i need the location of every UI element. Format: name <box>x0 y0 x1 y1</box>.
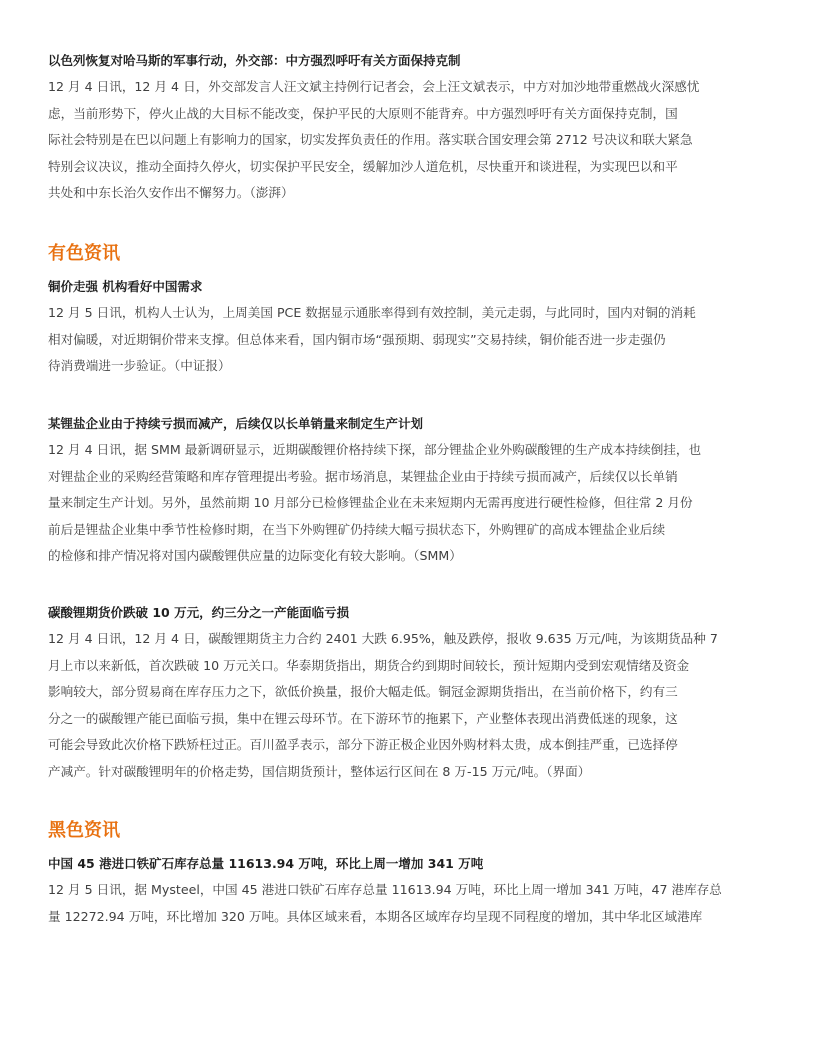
body-line: 可能会导致此次价格下跌矫枉过正。百川盈孚表示，部分下游正极企业因外购材料太贵，成本倒挂严重，已选择停 <box>48 737 678 753</box>
news-article <box>48 413 701 570</box>
body-line: 的检修和排产情况将对国内碳酸锂供应量的边际变化有较大影响。（SMM） <box>48 548 462 564</box>
body-line: 对锂盐企业的采购经营策略和库存管理提出考验。据市场消息，某锂盐企业由于持续亏损而减产，后续仅以长单销 <box>48 468 678 484</box>
article-body <box>48 300 696 380</box>
body-line: 特别会议决议，推动全面持久停火，切实保护平民安全，缓解加沙人道危机，尽快重开和谈进程，为实现巴以和平 <box>48 158 678 174</box>
body-line: 12 月 4 日讯，据 SMM 最新调研显示，近期碳酸锂价格持续下探，部分锂盐企业外购碳酸锂的生产成本持续倒挂，也 <box>48 442 702 457</box>
body-line: 月上市以来新低，首次跌破 10 万元关口。华泰期货指出，期货合约到期时间较长，预计短期内受到宏观情绪及资金 <box>48 657 690 673</box>
article-title: 中国 45 港进口铁矿石库存总量 11613.94 万吨，环比上周一增加 341 万吨 <box>48 856 484 871</box>
body-line: 前后是锂盐企业集中季节性检修时期，在当下外购锂矿仍持续大幅亏损状态下，外购锂矿的高成本锂盐企业后续 <box>48 521 666 537</box>
article-title: 以色列恢复对哈马斯的军事行动，外交部：中方强烈呼吁有关方面保持克制 <box>48 53 461 68</box>
article-title: 碳酸锂期货价跌破 10 万元，约三分之一产能面临亏损 <box>48 605 350 620</box>
body-line: 际社会特别是在巴以问题上有影响力的国家，切实发挥负责任的作用。落实联合国安理会第 2712 号决议和联大紧急 <box>48 132 693 148</box>
article-title: 铜价走强 机构看好中国需求 <box>48 279 203 294</box>
article-body <box>48 74 699 207</box>
article-body <box>48 437 701 570</box>
news-article <box>48 50 699 207</box>
article-title: 某锂盐企业由于持续亏损而减产，后续仅以长单销量来制定生产计划 <box>48 416 424 431</box>
news-article <box>48 276 696 380</box>
body-line: 量 12272.94 万吨，环比增加 320 万吨。具体区域来看，本期各区域库存均呈现不同程度的增加，其中华北区域港库 <box>48 908 703 924</box>
body-line: 相对偏暖，对近期铜价带来支撑。但总体来看，国内铜市场“强预期、弱现实”交易持续，铜价能否进一步走强仍 <box>48 331 666 347</box>
news-article <box>48 853 722 930</box>
body-line: 12 月 5 日讯，据 Mysteel，中国 45 港进口铁矿石库存总量 11613.94 万吨，环比上周一增加 341 万吨，47 港库存总 <box>48 882 722 897</box>
article-body <box>48 626 718 786</box>
body-line: 量来制定生产计划。另外，虽然前期 10 月部分已检修锂盐企业在未来短期内无需再度进行硬性检修，但往常 2 月份 <box>48 495 693 511</box>
body-line: 12 月 5 日讯，机构人士认为，上周美国 PCE 数据显示通胀率得到有效控制，美元走弱，与此同时，国内对铜的消耗 <box>48 305 696 320</box>
body-line: 虑，当前形势下，停火止战的大目标不能改变，保护平民的大原则不能背弃。中方强烈呼吁有关方面保持克制，国 <box>48 105 678 121</box>
body-line: 12 月 4 日讯，12 月 4 日，外交部发言人汪文斌主持例行记者会，会上汪文斌表示，中方对加沙地带重燃战火深感忧 <box>48 79 700 94</box>
body-line: 产减产。针对碳酸锂明年的价格走势，国信期货预计，整体运行区间在 8 万-15 万元/吨。（界面） <box>48 763 591 779</box>
body-line: 分之一的碳酸锂产能已面临亏损，集中在锂云母环节。在下游环节的拖累下，产业整体表现出消费低迷的现象，这 <box>48 710 678 726</box>
news-article <box>48 602 718 786</box>
body-line: 待消费端进一步验证。（中证报） <box>48 358 231 374</box>
body-line: 共处和中东长治久安作出不懈努力。（澎湃） <box>48 185 294 201</box>
body-line: 影响较大，部分贸易商在库存压力之下，欲低价换量，报价大幅走低。铜冠金源期货指出，在当前价格下，约有三 <box>48 684 678 700</box>
section-heading-nonferrous: 有色资讯 <box>48 243 120 264</box>
section-heading-ferrous: 黑色资讯 <box>48 820 120 841</box>
body-line: 12 月 4 日讯，12 月 4 日，碳酸锂期货主力合约 2401 大跌 6.95%，触及跌停，报收 9.635 万元/吨，为该期货品种 7 <box>48 631 718 646</box>
article-body <box>48 877 722 930</box>
